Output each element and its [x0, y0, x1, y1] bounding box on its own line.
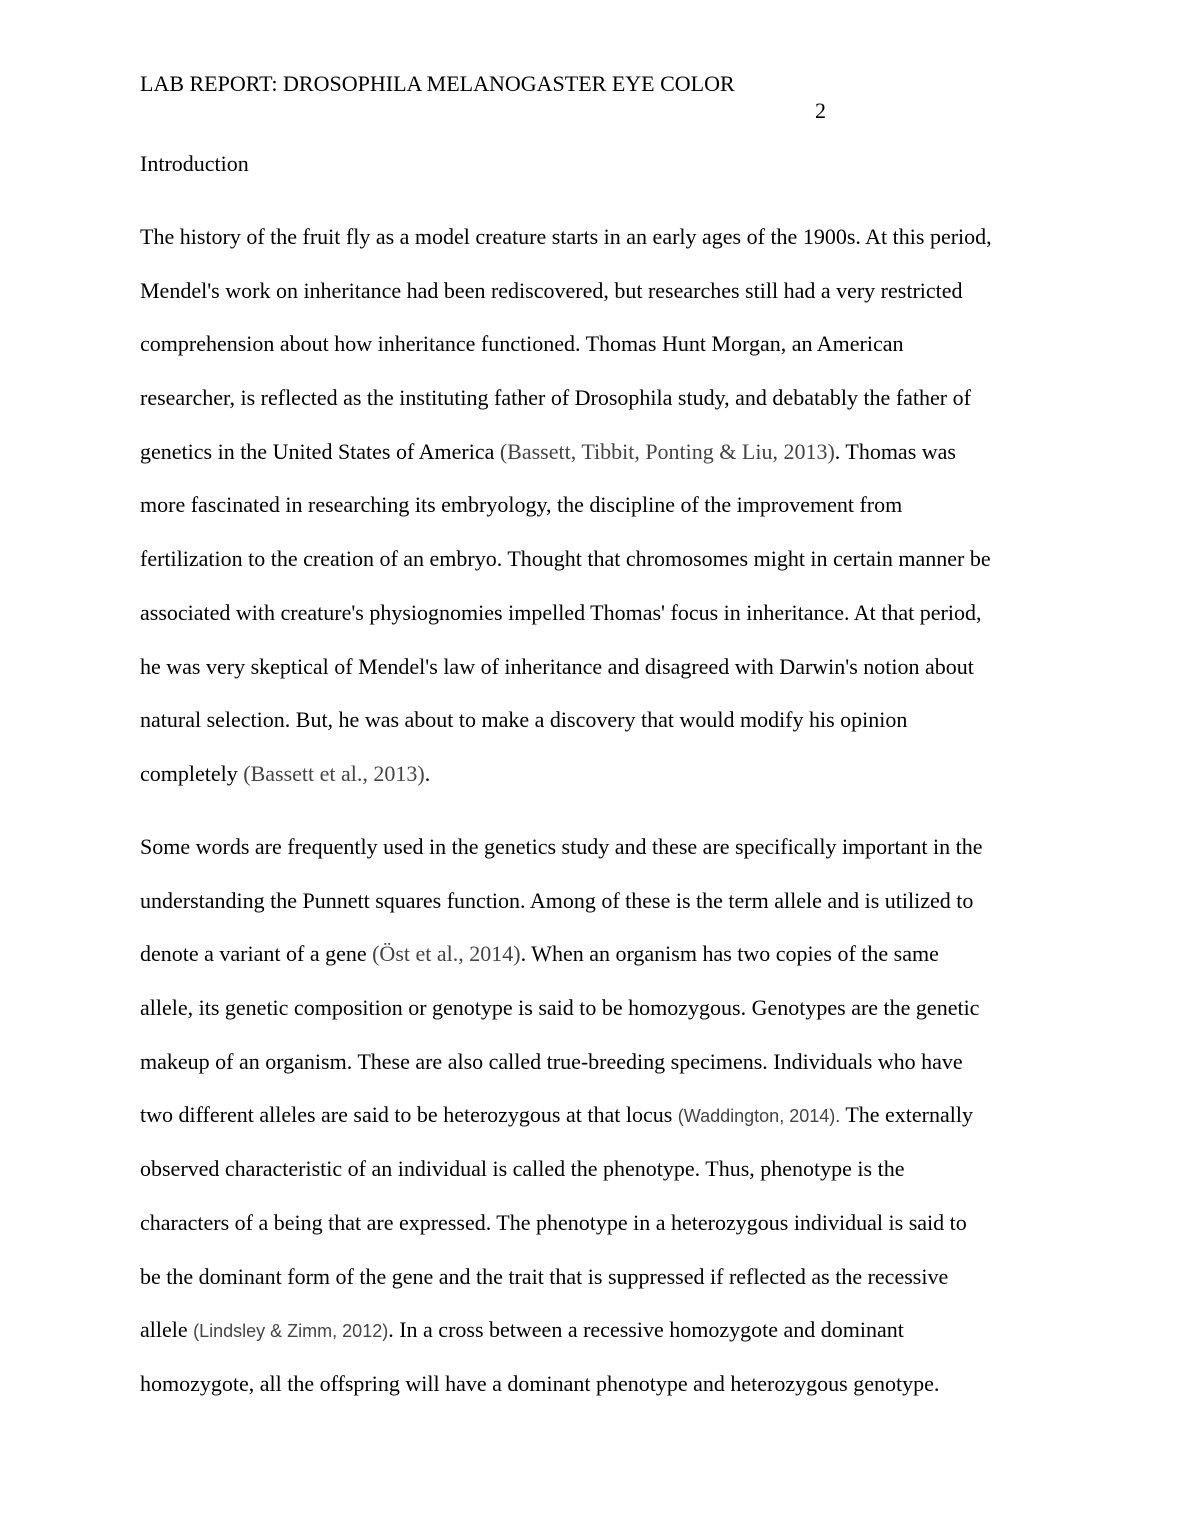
paragraph-line: associated with creature's physiognomies impelled Thomas' focus in inheritance. At that period, — [140, 599, 982, 625]
paragraph-terminology — [140, 824, 1060, 1415]
paragraph-line: more fascinated in researching its embryology, the discipline of the improvement from — [140, 492, 903, 518]
citation: (Öst et al., 2014) — [372, 941, 521, 967]
line-text: . Thomas was — [834, 438, 956, 464]
line-text: . — [424, 760, 431, 786]
paragraph-line — [140, 1307, 1060, 1361]
paragraph-line — [140, 931, 1060, 985]
line-text: two different alleles are said to be heterozygous at that locus — [140, 1102, 678, 1128]
line-text: . In a cross between a recessive homozygote and dominant — [388, 1317, 904, 1343]
page-number: 2 — [815, 98, 826, 123]
paragraph-line: comprehension about how inheritance functioned. Thomas Hunt Morgan, an American — [140, 331, 904, 357]
paragraph-line: makeup of an organism. These are also called true-breeding specimens. Individuals who have — [140, 1048, 963, 1074]
line-text: . When an organism has two copies of the same — [520, 941, 939, 967]
paragraph-line: fertilization to the creation of an embryo. Thought that chromosomes might in certain manner be — [140, 546, 991, 572]
paragraph-line: Some words are frequently used in the genetics study and these are specifically important in the — [140, 834, 983, 859]
paragraph-line: researcher, is reflected as the instituting father of Drosophila study, and debatably the father of — [140, 385, 971, 411]
citation: (Bassett et al., 2013) — [243, 760, 425, 786]
paragraph-line: be the dominant form of the gene and the trait that is suppressed if reflected as the recessive — [140, 1263, 949, 1289]
paragraph-line: observed characteristic of an individual is called the phenotype. Thus, phenotype is the — [140, 1156, 905, 1182]
citation: (Bassett, Tibbit, Ponting & Liu, 2013) — [499, 438, 835, 464]
paragraph-line — [140, 751, 1060, 805]
paragraph-history — [140, 214, 1060, 805]
paragraph-line — [140, 429, 1060, 483]
paragraph-line — [140, 1092, 1060, 1146]
paragraph-line: he was very skeptical of Mendel's law of inheritance and disagreed with Darwin's notion about — [140, 653, 974, 679]
paragraph-line: Mendel's work on inheritance had been rediscovered, but researches still had a very restricted — [140, 277, 963, 303]
line-text: denote a variant of a gene — [140, 941, 373, 967]
line-text: genetics in the United States of America — [140, 438, 500, 464]
line-text: allele — [140, 1317, 194, 1343]
citation: (Waddington, 2014). — [677, 1106, 841, 1127]
paragraph-line: natural selection. But, he was about to make a discovery that would modify his opinion — [140, 707, 908, 733]
paragraph-line: allele, its genetic composition or genotype is said to be homozygous. Genotypes are the genetic — [140, 995, 980, 1021]
section-heading: Introduction — [140, 151, 249, 176]
paragraph-line: understanding the Punnett squares function. Among of these is the term allele and is utilized to — [140, 887, 974, 913]
citation: (Lindsley & Zimm, 2012) — [193, 1321, 389, 1342]
paragraph-line: characters of a being that are expressed. The phenotype in a heterozygous individual is said to — [140, 1209, 967, 1235]
line-text: completely — [140, 760, 244, 786]
paragraph-line: The history of the fruit fly as a model creature starts in an early ages of the 1900s. At this period, — [140, 224, 992, 249]
paragraph-line: homozygote, all the offspring will have a dominant phenotype and heterozygous genotype. — [140, 1370, 940, 1396]
line-text: The externally — [840, 1102, 973, 1128]
running-head: LAB REPORT: DROSOPHILA MELANOGASTER EYE COLOR — [140, 71, 735, 96]
